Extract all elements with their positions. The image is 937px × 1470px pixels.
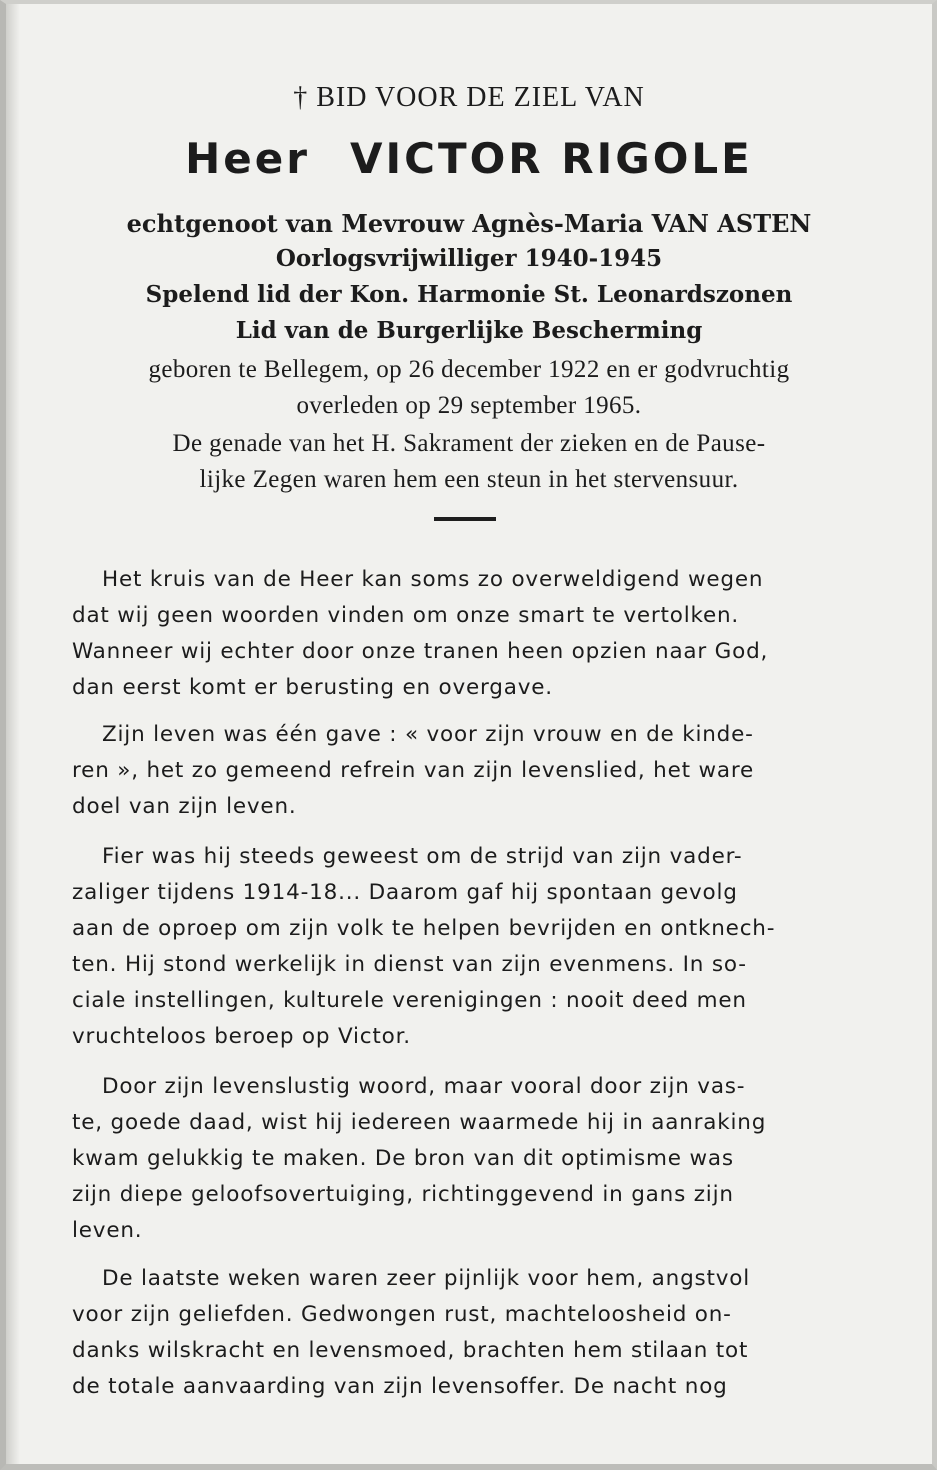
eulogy-line: ten. Hij stond werkelijk in dienst van zijn evenmens. In so- xyxy=(72,952,747,977)
honorific: Heer xyxy=(185,134,310,183)
harmony-line: Spelend lid der Kon. Harmonie St. Leonardszonen xyxy=(145,281,793,308)
birth-line: geboren te Bellegem, op 26 december 1922 en er godvruchtig xyxy=(148,356,790,383)
eulogy-line: danks wilskracht en levensmoed, brachten hem stilaan tot xyxy=(72,1338,749,1363)
eulogy-line: zaliger tijdens 1914-18... Daarom gaf hij spontaan gevolg xyxy=(72,880,738,905)
deceased-name: VICTOR RIGOLE xyxy=(349,134,753,183)
eulogy-line: aan de oproep om zijn volk te helpen bevrijden en ontknech- xyxy=(72,916,776,941)
eulogy-line: voor zijn geliefden. Gedwongen rust, machteloosheid on- xyxy=(72,1302,732,1327)
eulogy-line: Zijn leven was één gave : « voor zijn vrouw en de kinde- xyxy=(102,722,754,747)
eulogy-line: Fier was hij steeds geweest om de strijd van zijn vader- xyxy=(102,844,743,869)
eulogy-line: leven. xyxy=(72,1218,143,1243)
eulogy-line: te, goede daad, wist hij iedereen waarmede hij in aanraking xyxy=(72,1110,767,1135)
death-line: overleden op 29 september 1965. xyxy=(296,392,642,419)
civil-defense-line: Lid van de Burgerlijke Bescherming xyxy=(235,317,703,344)
volunteer-line: Oorlogsvrijwilliger 1940-1945 xyxy=(275,245,663,272)
eulogy-line: dan eerst komt er berusting en overgave. xyxy=(72,675,553,700)
invocation: † BID VOOR DE ZIEL VAN xyxy=(293,82,645,113)
eulogy-line: ren », het zo gemeend refrein van zijn levenslied, het ware xyxy=(72,758,755,783)
eulogy-line: ciale instellingen, kulturele verenigingen : nooit deed men xyxy=(72,988,747,1013)
eulogy-line: doel van zijn leven. xyxy=(72,794,297,819)
eulogy-line: Door zijn levenslustig woord, maar vooral door zijn vas- xyxy=(102,1074,746,1099)
divider xyxy=(434,517,496,521)
sacrament-line-2: lijke Zegen waren hem een steun in het stervensuur. xyxy=(199,466,739,493)
eulogy-line: Het kruis van de Heer kan soms zo overweldigend wegen xyxy=(102,567,764,592)
eulogy-line: de totale aanvaarding van zijn levensoffer. De nacht nog xyxy=(72,1374,728,1399)
eulogy-line: zijn diepe geloofsovertuiging, richtinggevend in gans zijn xyxy=(72,1182,734,1207)
eulogy-line: kwam gelukkig te maken. De bron van dit optimisme was xyxy=(72,1146,734,1171)
eulogy-line: Wanneer wij echter door onze tranen heen opzien naar God, xyxy=(72,639,769,664)
eulogy-line: De laatste weken waren zeer pijnlijk voor hem, angstvol xyxy=(102,1266,751,1291)
spouse-line: echtgenoot van Mevrouw Agnès-Maria VAN ASTEN xyxy=(126,209,812,238)
eulogy-line: dat wij geen woorden vinden om onze smart te vertolken. xyxy=(72,603,740,628)
deceased-title xyxy=(6,134,932,183)
eulogy-line: vruchteloos beroep op Victor. xyxy=(72,1024,411,1049)
sacrament-line-1: De genade van het H. Sakrament der zieken en de Pause- xyxy=(172,430,766,457)
